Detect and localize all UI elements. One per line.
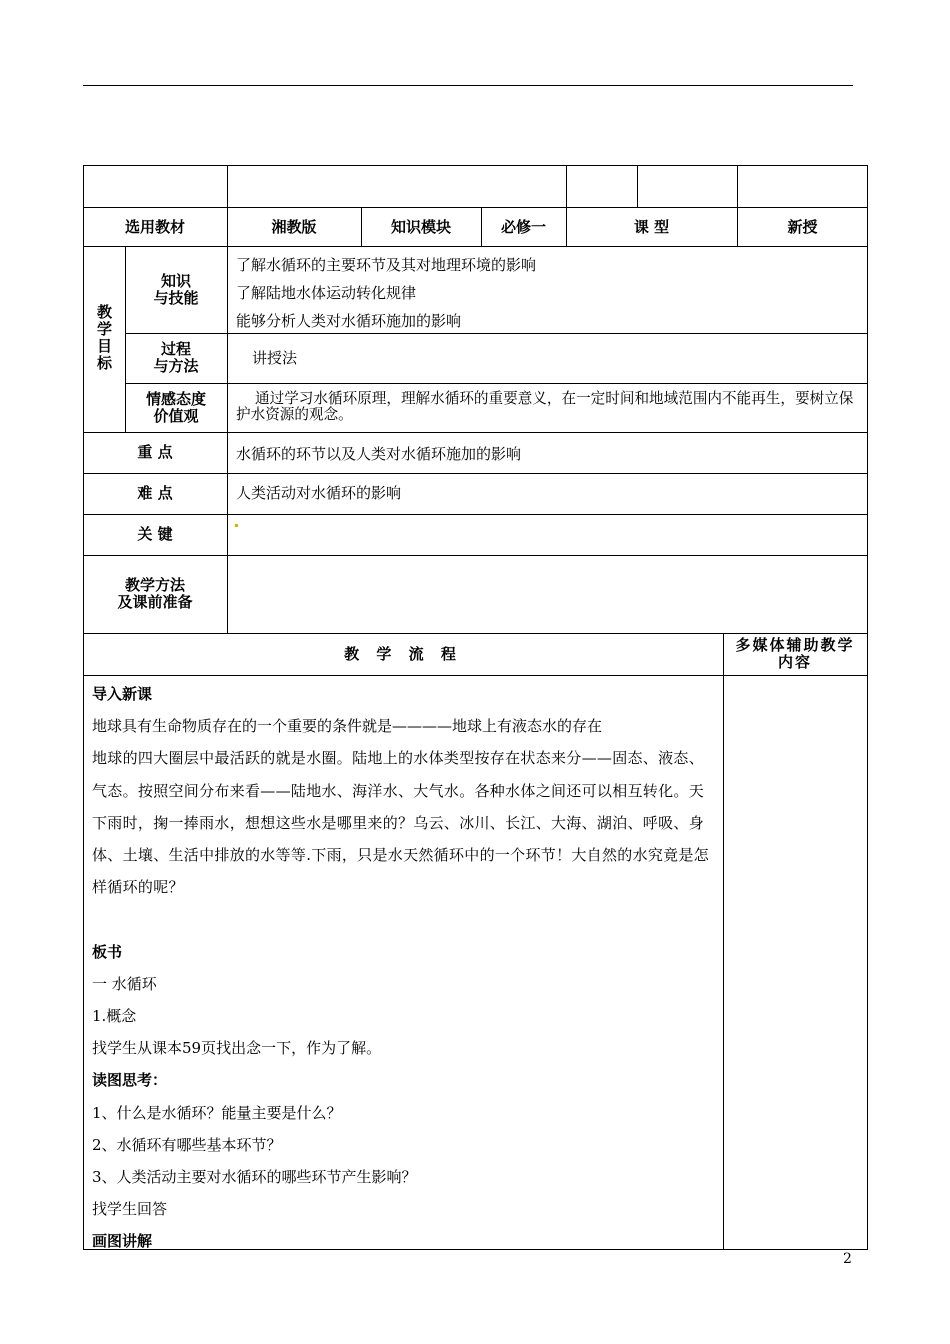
knowledge-line: 能够分析人类对水循环施加的影响 — [236, 312, 462, 330]
difficulty-text: 人类活动对水循环的影响 — [236, 484, 402, 502]
knowledge-line: 了解水循环的主要环节及其对地理环境的影响 — [236, 256, 537, 274]
method-label — [83, 555, 227, 633]
flow-content — [92, 678, 717, 1257]
blank-line — [92, 903, 717, 935]
answer-line: 找学生回答 — [92, 1200, 168, 1219]
process-label-line: 过程 — [160, 340, 191, 358]
process-text: 讲授法 — [252, 349, 298, 367]
process-label — [125, 333, 227, 383]
think-heading: 读图思考： — [92, 1071, 168, 1090]
difficulty-label: 难 点 — [137, 484, 173, 502]
table-row-divider — [125, 383, 868, 384]
emotion-text: 通过学习水循环原理，理解水循环的重要意义，在一定时间和地域范围内不能再生，要树立保护水资源的观念。 — [236, 390, 854, 423]
draw-heading: 画图讲解 — [92, 1232, 153, 1251]
textbook-value: 湘教版 — [271, 217, 317, 236]
question: 3、人类活动主要对水循环的哪些环节产生影响？ — [92, 1167, 417, 1186]
knowledge-label-line: 知识 — [160, 271, 191, 290]
key-label: 关 键 — [137, 525, 173, 543]
knowledge-label-line: 与技能 — [153, 288, 199, 307]
intro-paragraph: 地球的四大圈层中最活跃的就是水圈。陆地上的水体类型按存在状态来分——固态、液态、气态。按照空间分布来看——陆地水、海洋水、大气水。各种水体之间还可以相互转化。天下雨时，掬一捧雨水，想想这些水是哪里来的？乌云、冰川、长江、大海、湖泊、呼吸、身体、土壤、生活中排放的水等等.下雨，只是水天然循环中的一个环节！大自然的水究竟是怎样循环的呢？ — [92, 749, 710, 897]
emotion-label — [125, 383, 227, 432]
mark-dot — [235, 524, 238, 527]
module-value: 必修一 — [500, 217, 546, 236]
focus-text: 水循环的环节以及人类对水循环施加的影响 — [236, 445, 522, 463]
emotion-label-line: 情感态度 — [145, 389, 206, 408]
lesson-type-label: 课 型 — [633, 217, 670, 236]
knowledge-line: 了解陆地水体运动转化规律 — [236, 284, 417, 302]
header-rule — [83, 85, 853, 86]
intro-line: 地球具有生命物质存在的一个重要的条件就是————地球上有液态水的存在 — [92, 717, 603, 736]
module-label: 知识模块 — [390, 217, 451, 236]
focus-label: 重 点 — [137, 443, 173, 461]
objectives-label: 教 学 目 标 — [96, 303, 112, 372]
method-label-line: 教学方法 — [124, 576, 185, 594]
textbook-label: 选用教材 — [124, 217, 185, 236]
process-label-line: 与方法 — [153, 357, 199, 375]
board-line: 找学生从课本59页找出念一下，作为了解。 — [92, 1039, 382, 1058]
board-line: 1.概念 — [92, 1006, 137, 1025]
table-row-divider — [83, 675, 868, 676]
question: 2、水循环有哪些基本环节？ — [92, 1135, 282, 1154]
flow-header: 教 学 流 程 — [344, 644, 462, 663]
intro-heading: 导入新课 — [92, 685, 153, 703]
board-line: 一 水循环 — [92, 974, 157, 993]
board-heading: 板书 — [92, 942, 123, 961]
media-header: 多媒体辅助教学内容 — [735, 636, 855, 671]
table-col-divider — [637, 165, 638, 207]
page-number: 2 — [843, 1251, 852, 1267]
table-col-divider — [723, 633, 724, 1250]
lesson-type-value: 新授 — [787, 217, 818, 236]
method-label-line: 及课前准备 — [117, 593, 193, 611]
table-row-divider — [125, 333, 868, 334]
question: 1、什么是水循环？能量主要是什么？ — [92, 1103, 342, 1122]
emotion-label-line: 价值观 — [153, 406, 199, 425]
knowledge-label — [125, 246, 227, 333]
